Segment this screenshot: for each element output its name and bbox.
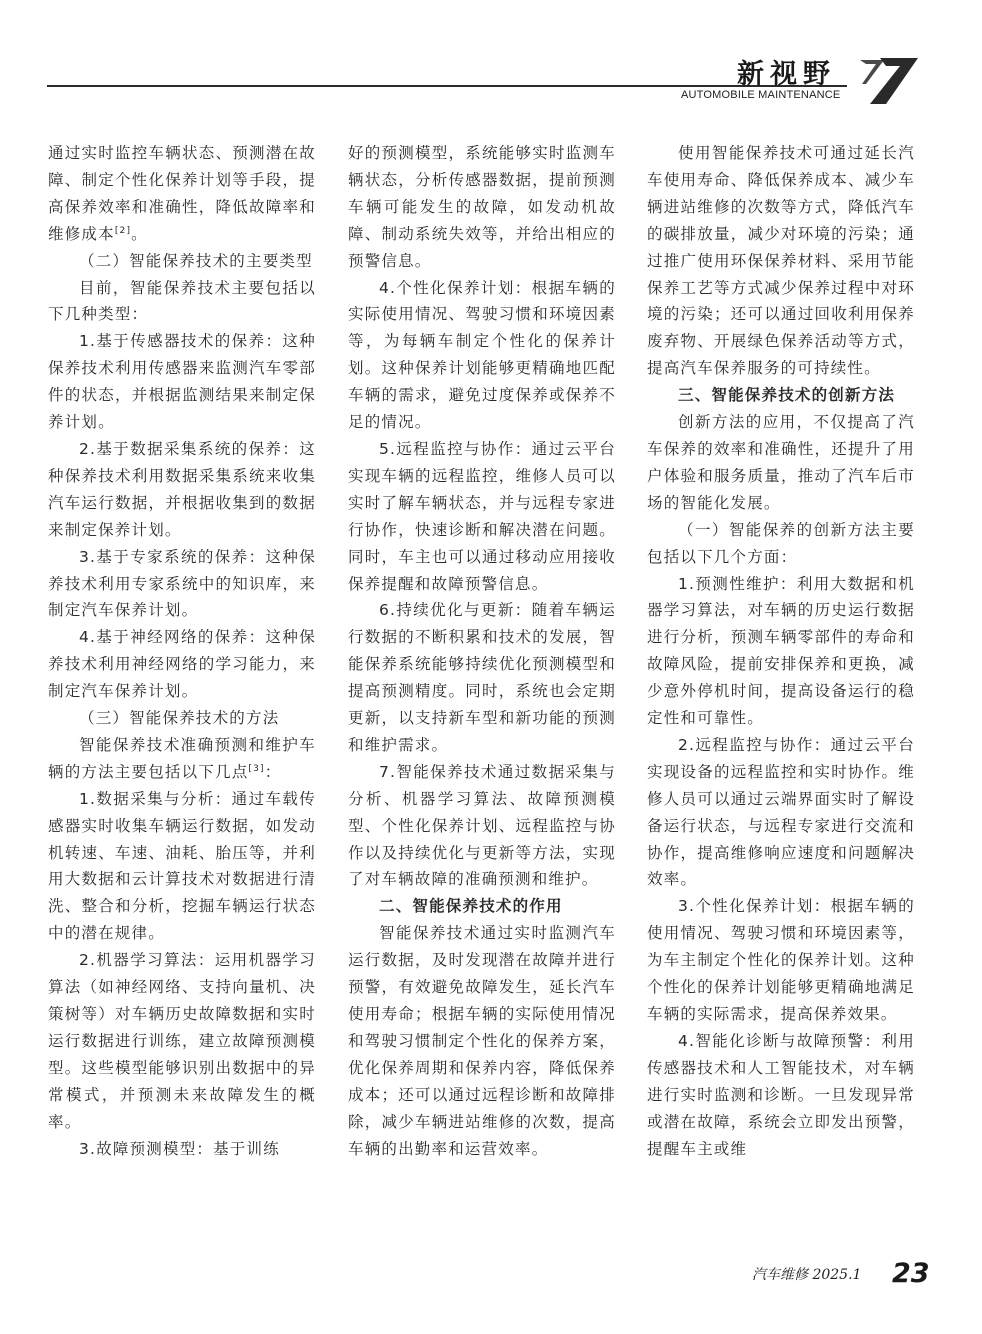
list-item: 1.数据采集与分析：通过车载传感器实时收集车辆运行数据，如发动机转速、车速、油耗、胎压等，并利用大数据和云计算技术对数据进行清洗、整合和分析，挖掘车辆运行状态中的潜在规律。 (48, 789, 316, 943)
citation: [2] (114, 225, 132, 236)
list-item: 2.基于数据采集系统的保养：这种保养技术利用数据采集系统来收集汽车运行数据，并根据收集到的数据来制定保养计划。 (48, 439, 316, 539)
column-middle (348, 140, 616, 1162)
list-item: 7.智能保养技术通过数据采集与分析、机器学习算法、故障预测模型、个性化保养计划、远程监控与协作以及持续优化与更新等方法，实现了对车辆故障的准确预测和维护。 (348, 762, 616, 889)
list-item: 1.基于传感器技术的保养：这种保养技术利用传感器来监测汽车零部件的状态，并根据监测结果来制定保养计划。 (48, 332, 316, 432)
paragraph: 目前，智能保养技术主要包括以下几种类型： (48, 278, 316, 324)
list-item: 4.基于神经网络的保养：这种保养技术利用神经网络的学习能力，来制定汽车保养计划。 (48, 628, 316, 701)
paragraph: 智能保养技术通过实时监测汽车运行数据，及时发现潜在故障并进行预警，有效避免故障发生，延长汽车使用寿命；根据车辆的实际使用情况和驾驶习惯制定个性化的保养方案，优化保养周期和保养内容，降低保养成本；还可以通过远程诊断和故障排除，减少车辆进站维修的次数，提高车辆的出勤率和运营效率。 (348, 924, 616, 1158)
list-item: 4.智能化诊断与故障预警：利用传感器技术和人工智能技术，对车辆进行实时监测和诊断。一旦发现异常或潜在故障，系统会立即发出预警，提醒车主或维 (647, 1031, 915, 1158)
list-item: 4.个性化保养计划：根据车辆的实际使用情况、驾驶习惯和环境因素等，为每辆车制定个性化的保养计划。这种保养计划能够更精确地匹配车辆的需求，避免过度保养或保养不足的情况。 (348, 278, 616, 432)
page-number: 23 (892, 1258, 930, 1289)
list-item: 5.远程监控与协作：通过云平台实现车辆的远程监控，维修人员可以实时了解车辆状态，并与远程专家进行协作，快速诊断和解决潜在问题。同时，车主也可以通过移动应用接收保养提醒和故障预警信息。 (348, 439, 616, 593)
section-heading: 三、智能保养技术的创新方法 (678, 386, 896, 405)
journal-footer: 汽车维修 2025.1 (752, 1267, 862, 1283)
list-item: 3.个性化保养计划：根据车辆的使用情况、驾驶习惯和环境因素等，为车主制定个性化的保养计划。这种个性化的保养计划能够更精确地满足车辆的实际需求，提高保养效果。 (647, 897, 915, 1023)
subheading: （二）智能保养技术的主要类型 (79, 251, 313, 270)
citation: [3] (248, 763, 265, 774)
header-rule (47, 85, 847, 87)
paragraph: 使用智能保养技术可通过延长汽车使用寿命、降低保养成本、减少车辆进站维修的次数等方式，降低汽车的碳排放量，减少对环境的污染；通过推广使用环保保养材料、采用节能保养工艺等方式减少保养过程中对环境的污染；还可以通过回收利用保养废弃物、开展绿色保养活动等方式，提高汽车保养服务的可持续性。 (647, 144, 915, 378)
paragraph: 创新方法的应用，不仅提高了汽车保养的效率和准确性，还提升了用户体验和服务质量，推动了汽车后市场的智能化发展。 (647, 413, 915, 512)
journal-subtitle: AUTOMOBILE MAINTENANCE (681, 89, 841, 101)
list-item: 2.机器学习算法：运用机器学习算法（如神经网络、支持向量机、决策树等）对车辆历史故障数据和实时运行数据进行训练，建立故障预测模型。这些模型能够识别出数据中的异常模式，并预测未来故障发生的概率。 (48, 951, 316, 1131)
list-item: 3.基于专家系统的保养：这种保养技术利用专家系统中的知识库，来制定汽车保养计划。 (48, 547, 316, 620)
list-item: 6.持续优化与更新：随着车辆运行数据的不断积累和技术的发展，智能保养系统能够持续优化预测模型和提高预测精度。同时，系统也会定期更新，以支持新车型和新功能的预测和维护需求。 (348, 601, 616, 754)
paragraph: 好的预测模型，系统能够实时监测车辆状态，分析传感器数据，提前预测车辆可能发生的故障，如发动机故障、制动系统失效等，并给出相应的预警信息。 (348, 144, 616, 270)
chevron-logo-icon (840, 48, 920, 108)
section-title: 新视野 (737, 59, 836, 90)
column-left (48, 140, 316, 1162)
subheading: （三）智能保养技术的方法 (79, 709, 280, 728)
paragraph: 智能保养技术准确预测和维护车辆的方法主要包括以下几点[3]： (48, 735, 316, 781)
list-item: 2.远程监控与协作：通过云平台实现设备的远程监控和实时协作。维修人员可以通过云端界面实时了解设备运行状态，与远程专家进行交流和协作，提高维修响应速度和问题解决效率。 (647, 735, 915, 889)
subheading: （一）智能保养的创新方法主要包括以下几个方面： (647, 520, 915, 566)
column-right (647, 140, 915, 1162)
list-item: 3.故障预测模型：基于训练 (79, 1139, 280, 1158)
paragraph: 通过实时监控车辆状态、预测潜在故障、制定个性化保养计划等手段，提高保养效率和准确性，降低故障率和维修成本[2]。 (48, 144, 316, 243)
section-heading: 二、智能保养技术的作用 (379, 897, 563, 916)
list-item: 1.预测性维护：利用大数据和机器学习算法，对车辆的历史运行数据进行分析，预测车辆零部件的寿命和故障风险，提前安排保养和更换，减少意外停机时间，提高设备运行的稳定性和可靠性。 (647, 574, 915, 728)
